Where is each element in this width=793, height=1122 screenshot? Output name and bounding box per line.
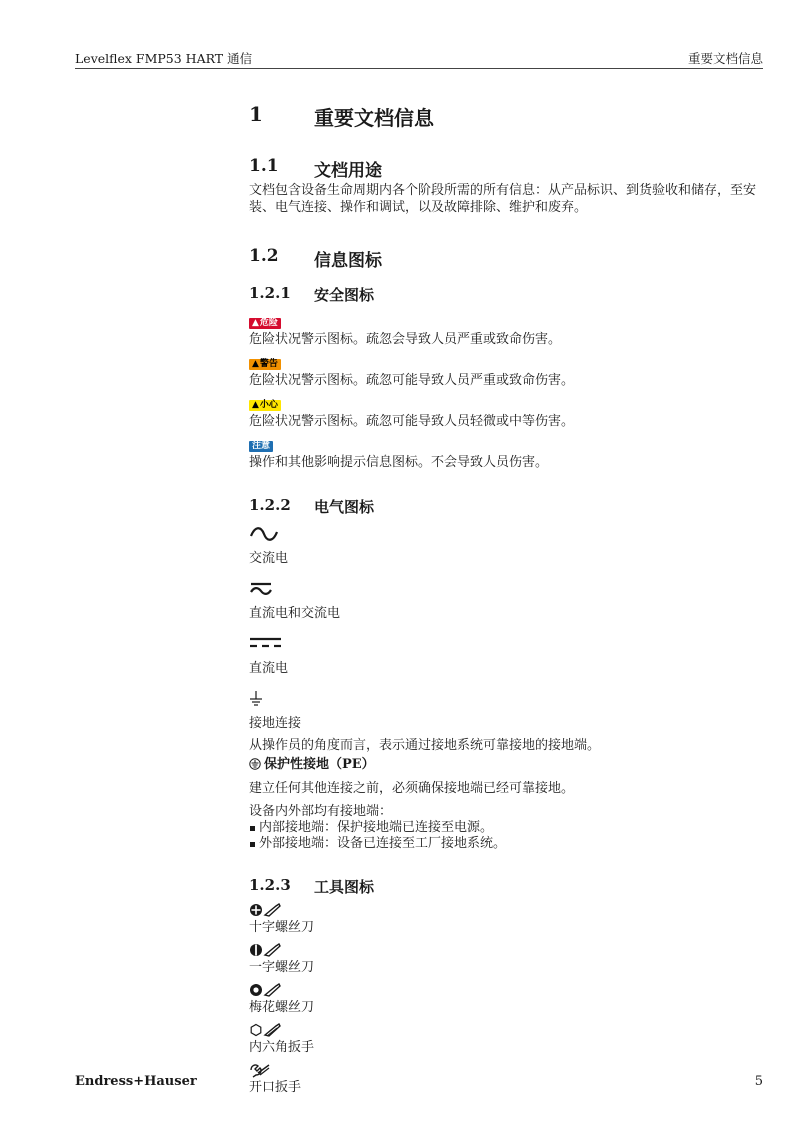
phillips-screwdriver-icon	[249, 902, 764, 919]
notice-badge: 注意	[249, 441, 273, 452]
chapter-heading	[249, 96, 764, 130]
subsection-number: 1.2.2	[249, 496, 291, 514]
page-number: 5	[754, 1074, 763, 1089]
document-purpose-text: 文档包含设备生命周期内各个阶段所需的所有信息：从产品标识、到货验收和储存，至安装、电气连接、操作和调试，以及故障排除、维护和废弃。	[249, 183, 757, 215]
tool-item-allen	[249, 1022, 764, 1056]
section-number: 1.2	[249, 246, 279, 266]
section-heading-1-1	[249, 156, 764, 180]
footer-brand: Endress+Hauser	[75, 1074, 197, 1089]
ground-icon	[249, 687, 764, 715]
page-header	[75, 48, 763, 69]
safety-text: 危险状况警示图标。疏忽会导致人员严重或致命伤害。	[249, 332, 562, 347]
caution-badge: ▲小心	[249, 400, 281, 411]
pe-list	[249, 820, 764, 852]
dc-label: 直流电	[249, 661, 289, 676]
tool-item-flat	[249, 942, 764, 976]
safety-item-warning	[249, 351, 764, 389]
section-title: 文档用途	[314, 161, 382, 181]
safety-text: 危险状况警示图标。疏忽可能导致人员轻微或中等伤害。	[249, 414, 575, 429]
warning-triangle-icon: ▲	[252, 318, 259, 328]
safety-text: 危险状况警示图标。疏忽可能导致人员严重或致命伤害。	[249, 373, 575, 388]
danger-badge: ▲危险	[249, 318, 281, 329]
open-wrench-icon	[249, 1062, 764, 1079]
section-number: 1.1	[249, 156, 279, 176]
protective-earth-icon	[249, 758, 261, 776]
tool-label: 内六角扳手	[249, 1040, 315, 1055]
pe-list-intro: 设备内外部均有接地端：	[249, 804, 393, 819]
pe-heading: 保护性接地（PE）	[249, 756, 764, 776]
subsection-title: 电气图标	[314, 498, 375, 516]
subsection-heading-electrical	[249, 496, 764, 516]
ac-label: 交流电	[249, 551, 289, 566]
allen-key-icon	[249, 1022, 764, 1039]
warning-triangle-icon: ▲	[252, 400, 259, 410]
tool-item-wrench	[249, 1062, 764, 1096]
flat-screwdriver-icon	[249, 942, 764, 959]
subsection-number: 1.2.3	[249, 876, 291, 894]
chapter-number: 1	[249, 102, 263, 126]
tool-label: 十字螺丝刀	[249, 920, 315, 935]
tool-label: 梅花螺丝刀	[249, 1000, 315, 1015]
ground-description: 从操作员的角度而言，表示通过接地系统可靠接地的接地端。	[249, 738, 601, 753]
safety-item-caution	[249, 392, 764, 430]
tool-item-phillips	[249, 902, 764, 936]
warning-badge: ▲警告	[249, 359, 281, 370]
list-item: 外部接地端：设备已连接至工厂接地系统。	[249, 836, 764, 852]
tool-item-torx	[249, 982, 764, 1016]
warning-triangle-icon: ▲	[252, 359, 259, 369]
header-left: Levelflex FMP53 HART 通信	[75, 51, 253, 66]
subsection-heading-tools	[249, 876, 764, 896]
safety-item-danger	[249, 310, 764, 348]
chapter-title: 重要文档信息	[314, 106, 434, 130]
acdc-icon	[249, 577, 764, 605]
subsection-title: 工具图标	[314, 878, 375, 896]
page-content	[249, 96, 764, 1102]
tool-label: 一字螺丝刀	[249, 960, 315, 975]
subsection-title: 安全图标	[314, 286, 375, 304]
safety-item-notice	[249, 433, 764, 471]
dc-icon	[249, 632, 764, 660]
pe-description: 建立任何其他连接之前，必须确保接地端已经可靠接地。	[249, 781, 575, 796]
section-heading-1-2	[249, 246, 764, 270]
tool-label: 开口扳手	[249, 1080, 302, 1095]
ground-label: 接地连接	[249, 716, 302, 731]
section-title: 信息图标	[314, 251, 382, 271]
ac-icon	[249, 522, 764, 550]
list-item: 内部接地端：保护接地端已连接至电源。	[249, 820, 764, 836]
subsection-number: 1.2.1	[249, 284, 291, 302]
safety-text: 操作和其他影响提示信息图标。不会导致人员伤害。	[249, 455, 549, 470]
torx-screwdriver-icon	[249, 982, 764, 999]
subsection-heading-safety	[249, 284, 764, 304]
header-right: 重要文档信息	[687, 51, 763, 66]
acdc-label: 直流电和交流电	[249, 606, 341, 621]
